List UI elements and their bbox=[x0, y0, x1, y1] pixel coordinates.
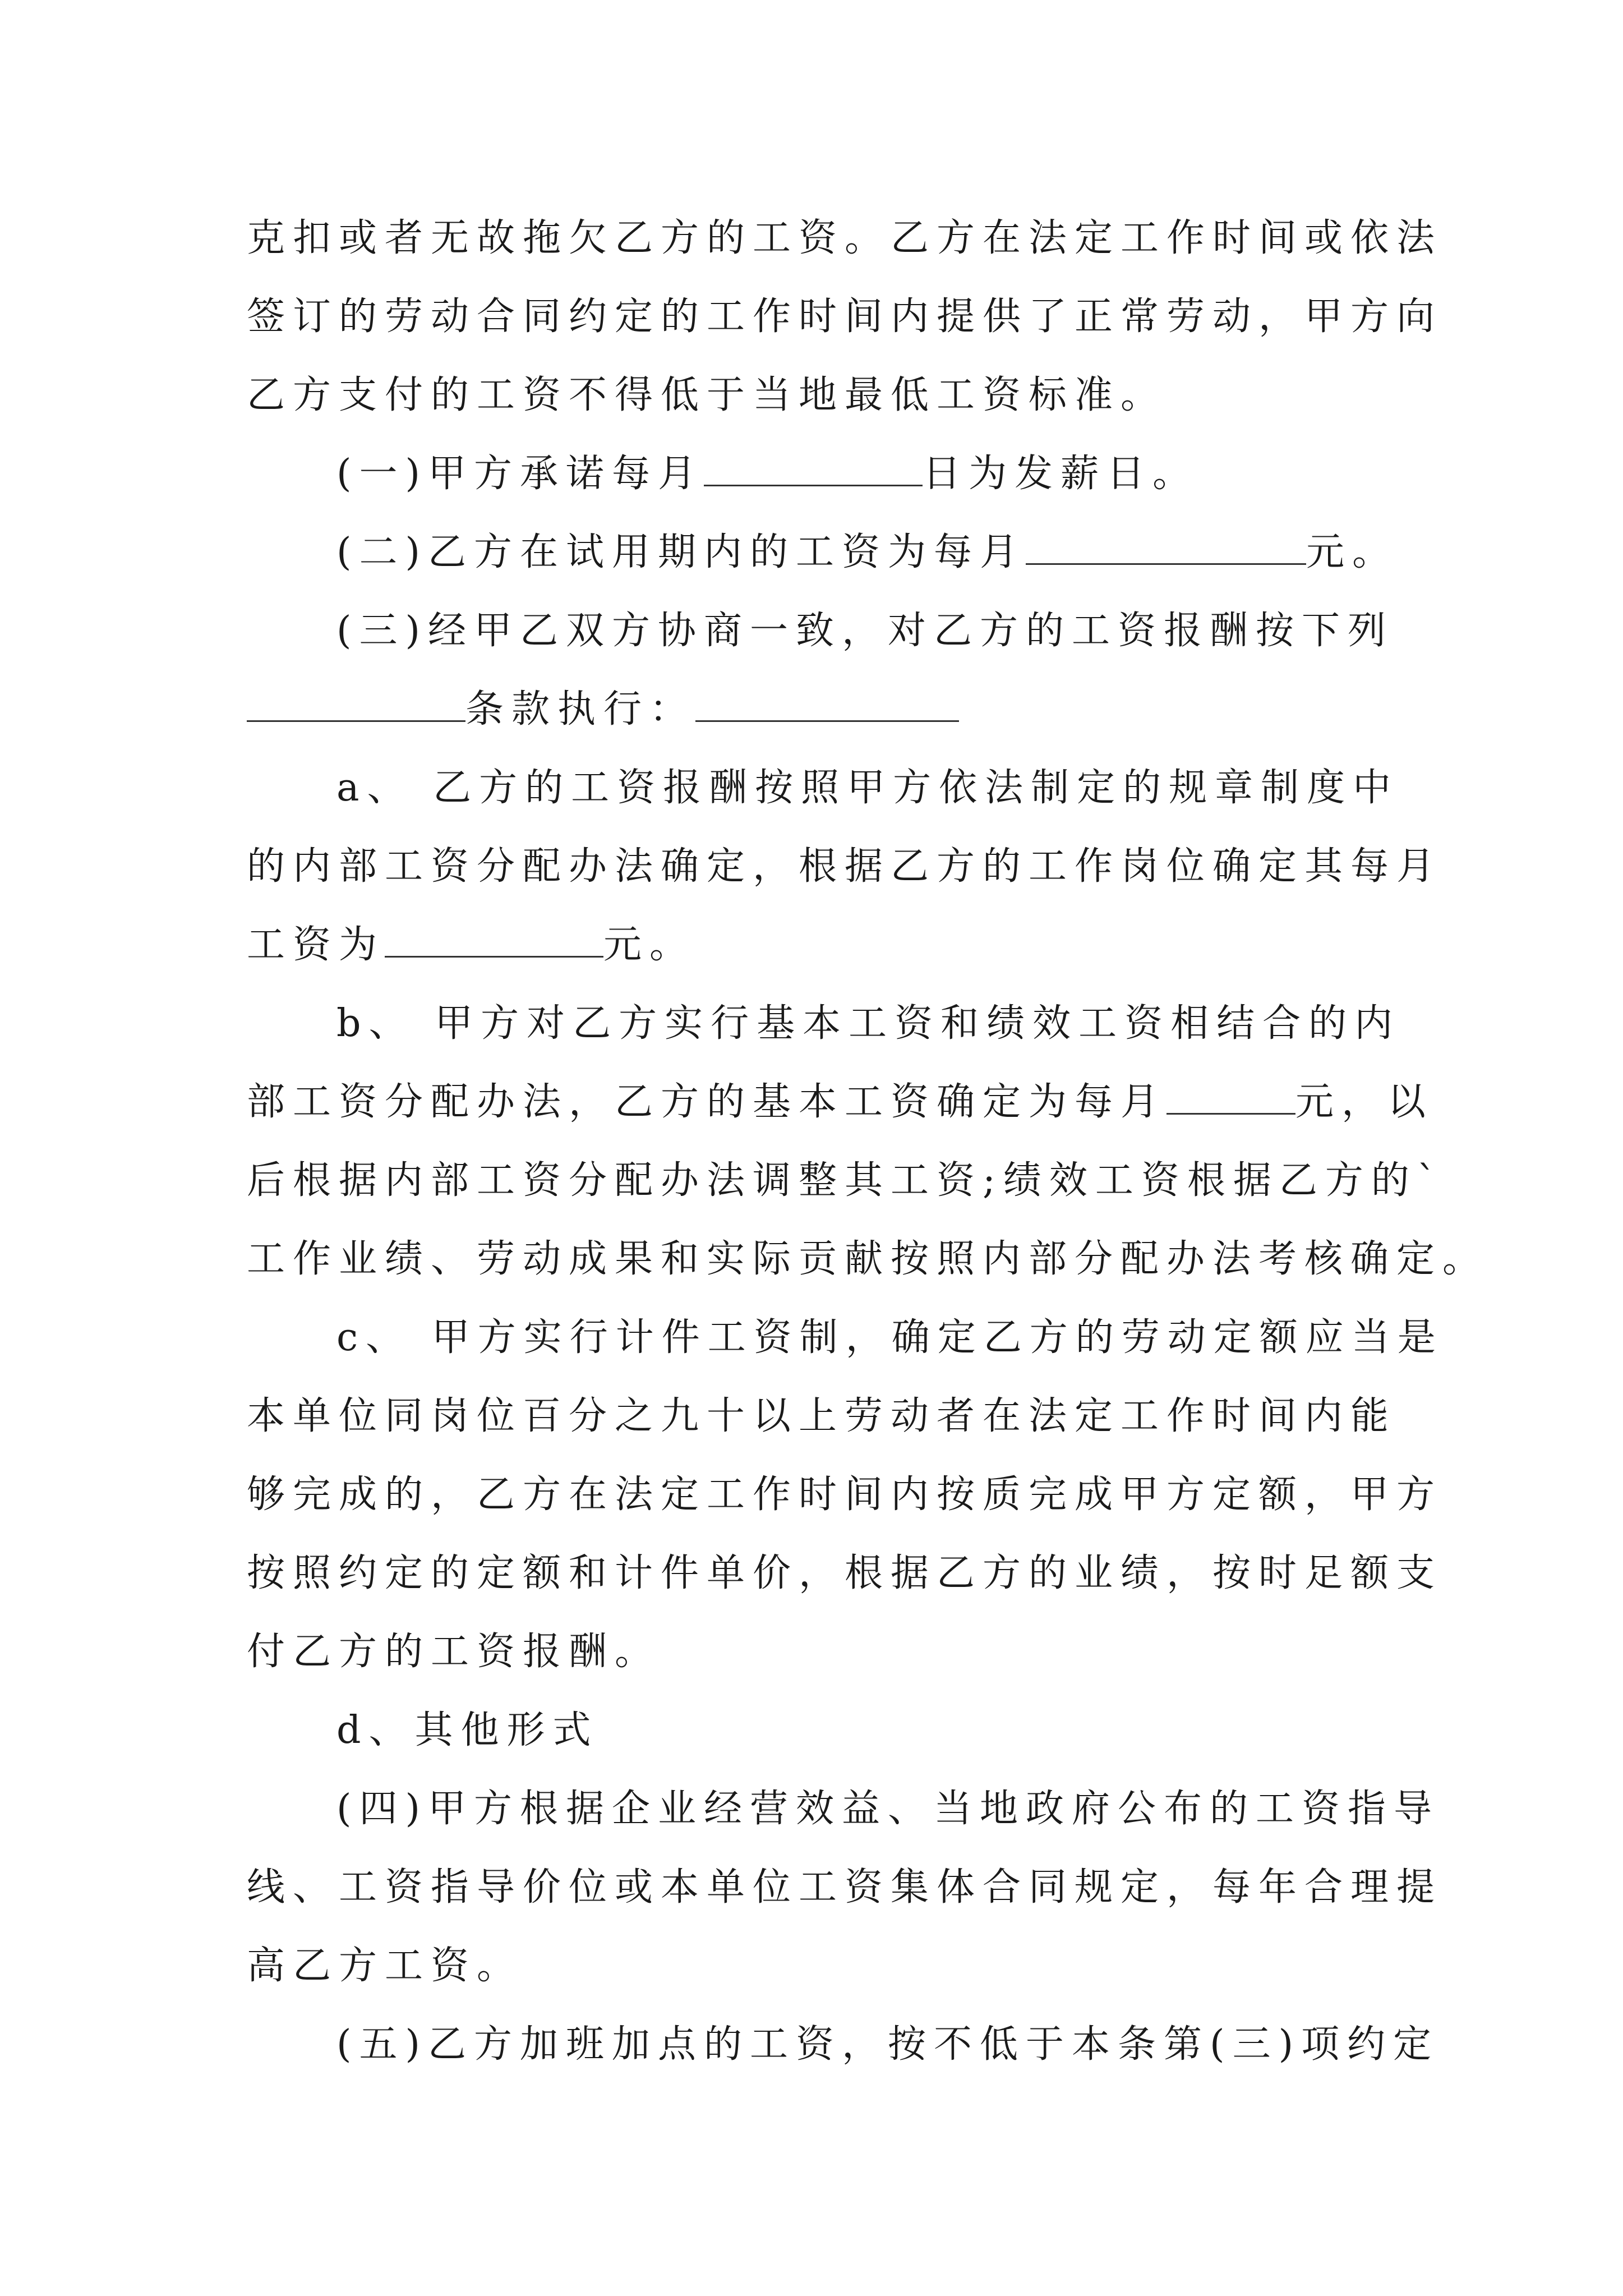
fill-blank-clause[interactable] bbox=[247, 685, 465, 722]
text: 元。 bbox=[1306, 530, 1399, 574]
text: 签订的劳动合同约定的工作时间内提供了正常劳动，甲方向 bbox=[247, 295, 1443, 339]
text: 日为发薪日。 bbox=[923, 452, 1199, 496]
text-line bbox=[247, 1074, 1433, 1130]
text: (三)经甲乙双方协商一致，对乙方的工资报酬按下列 bbox=[336, 609, 1394, 653]
text-line bbox=[247, 1153, 1444, 1209]
text: 工作业绩、劳动成果和实际贡献按照内部分配办法考核确定。 bbox=[247, 1237, 1489, 1281]
text: 线、工资指导价位或本单位工资集体合同规定，每年合理提 bbox=[247, 1865, 1443, 1910]
clause-4-line bbox=[336, 1781, 1440, 1837]
fill-blank-payday[interactable] bbox=[704, 450, 923, 486]
fill-blank-clause-content[interactable] bbox=[695, 685, 959, 722]
text: 工资为 bbox=[247, 923, 385, 967]
text-line bbox=[247, 1624, 661, 1680]
clause-3-line bbox=[336, 603, 1394, 659]
text: c、 甲方实行计件工资制，确定乙方的劳动定额应当是 bbox=[336, 1315, 1444, 1360]
text: 付乙方的工资报酬。 bbox=[247, 1630, 661, 1674]
text-line bbox=[247, 839, 1442, 895]
text: 高乙方工资。 bbox=[247, 1944, 523, 1988]
text: 元。 bbox=[603, 923, 696, 967]
fill-blank-monthly-wage[interactable] bbox=[385, 921, 603, 958]
text-line bbox=[247, 1545, 1442, 1602]
clause-3-cont-line bbox=[247, 682, 959, 738]
text: 元，以 bbox=[1295, 1080, 1434, 1124]
text: 条款执行： bbox=[465, 687, 696, 731]
text: (五)乙方加班加点的工资，按不低于本条第(三)项约定 bbox=[336, 2022, 1440, 2067]
text: b、 甲方对乙方实行基本工资和绩效工资相结合的内 bbox=[336, 1001, 1401, 1046]
text-line bbox=[247, 210, 1442, 266]
text-line bbox=[247, 1938, 523, 1994]
text: 克扣或者无故拖欠乙方的工资。乙方在法定工作时间或依法 bbox=[247, 216, 1443, 260]
text: 后根据内部工资分配办法调整其工资;绩效工资根据乙方的` bbox=[247, 1158, 1444, 1203]
item-d-line bbox=[336, 1703, 599, 1759]
fill-blank-probation-wage[interactable] bbox=[1026, 528, 1306, 565]
item-b-line bbox=[336, 996, 1400, 1052]
text-line bbox=[247, 1388, 1396, 1444]
clause-5-line bbox=[336, 2017, 1439, 2073]
text: 够完成的，乙方在法定工作时间内按质完成甲方定额，甲方 bbox=[247, 1473, 1443, 1517]
text-line bbox=[247, 917, 695, 973]
text: 乙方支付的工资不得低于当地最低工资标准。 bbox=[247, 373, 1167, 417]
text: (四)甲方根据企业经营效益、当地政府公布的工资指导 bbox=[336, 1787, 1440, 1831]
text-line bbox=[247, 1860, 1442, 1916]
item-c-line bbox=[336, 1310, 1444, 1366]
fill-blank-base-wage[interactable] bbox=[1166, 1078, 1295, 1115]
clause-2-line bbox=[336, 524, 1398, 581]
text: 部工资分配办法，乙方的基本工资确定为每月 bbox=[247, 1080, 1167, 1124]
text-line bbox=[247, 367, 1166, 424]
text: (二)乙方在试用期内的工资为每月 bbox=[336, 530, 1026, 574]
text: 本单位同岗位百分之九十以上劳动者在法定工作时间内能 bbox=[247, 1394, 1397, 1438]
item-a-line bbox=[336, 760, 1399, 816]
text: a、 乙方的工资报酬按照甲方依法制定的规章制度中 bbox=[336, 766, 1399, 810]
text: 按照约定的定额和计件单价，根据乙方的业绩，按时足额支 bbox=[247, 1551, 1443, 1595]
text: d、其他形式 bbox=[336, 1708, 599, 1752]
clause-1-line bbox=[336, 446, 1198, 502]
text-line bbox=[247, 289, 1442, 345]
text-line bbox=[247, 1467, 1442, 1523]
text-line bbox=[247, 1231, 1488, 1287]
text: 的内部工资分配办法确定，根据乙方的工作岗位确定其每月 bbox=[247, 844, 1443, 889]
text: (一)甲方承诺每月 bbox=[336, 452, 704, 496]
